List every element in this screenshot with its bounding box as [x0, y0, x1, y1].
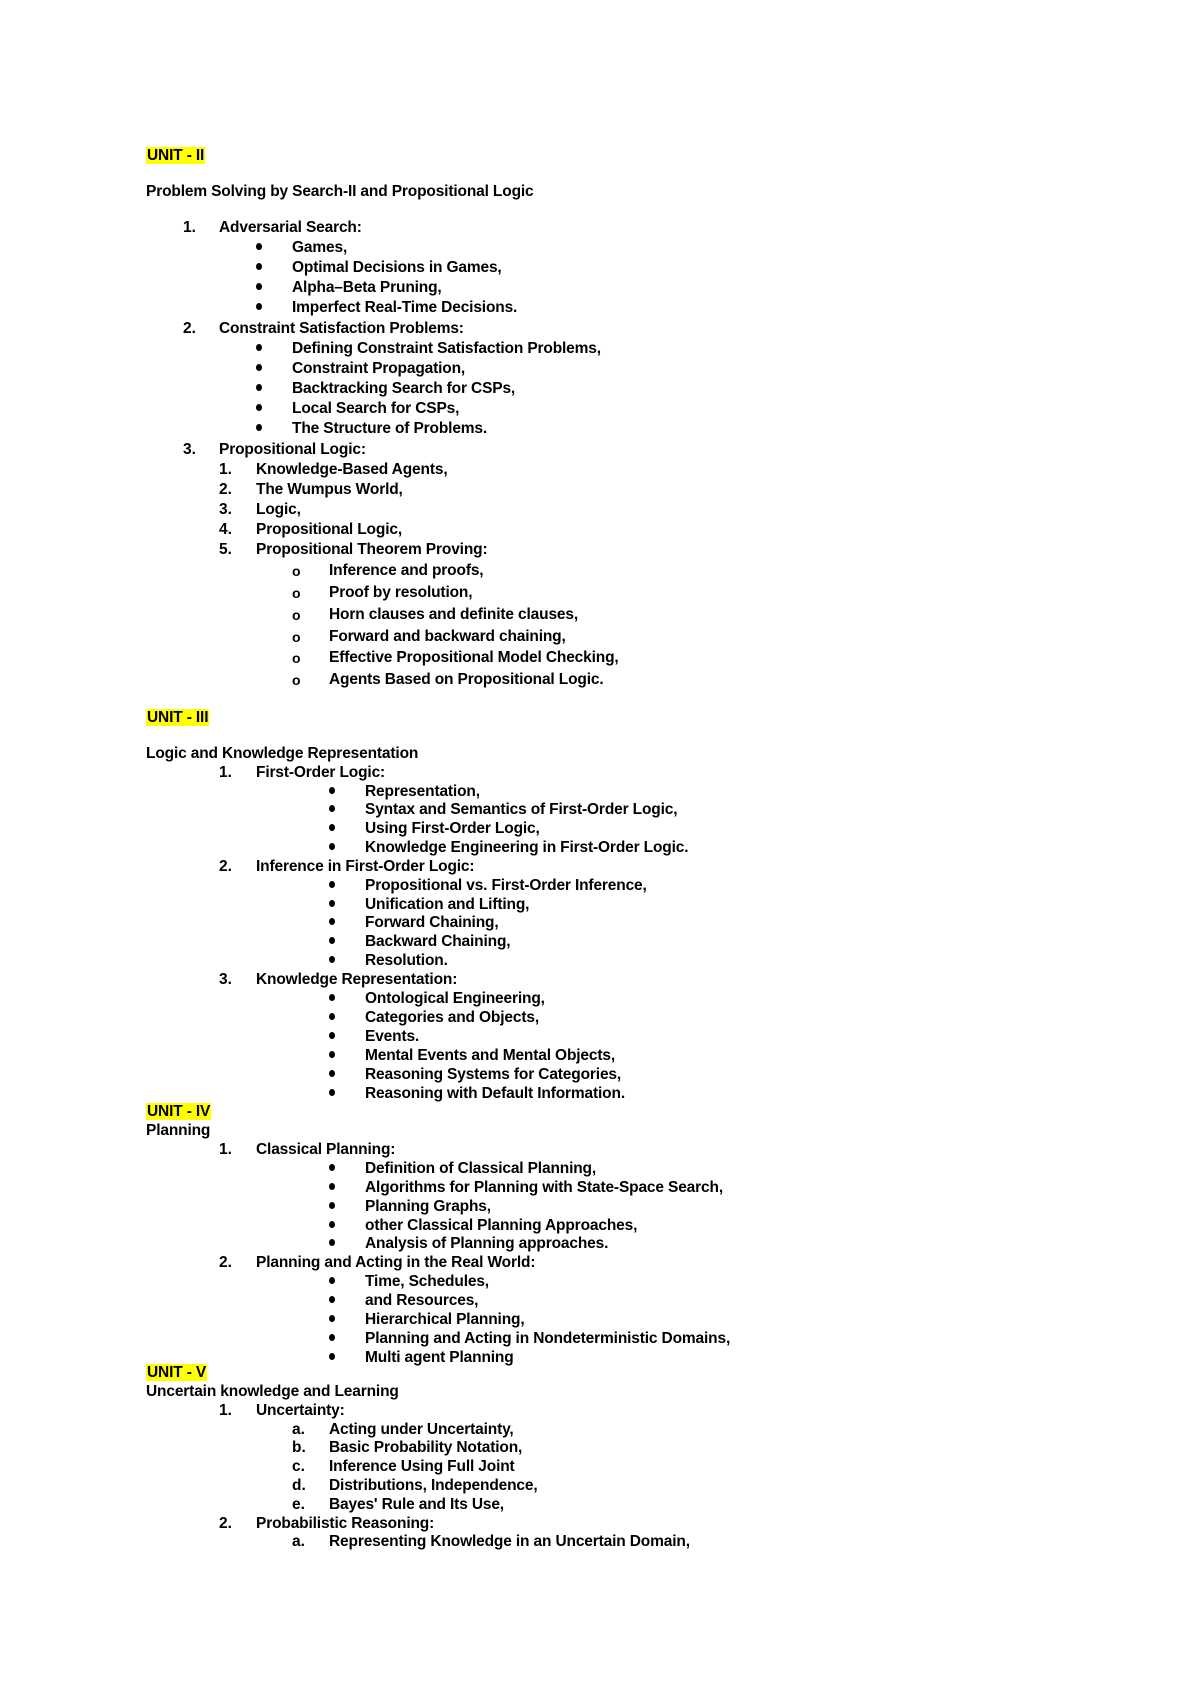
- bullet-icon: [329, 914, 359, 932]
- list-item: Algorithms for Planning with State-Space Search,: [365, 1179, 723, 1196]
- bullet-icon: [329, 783, 359, 801]
- bullet-icon: [329, 990, 359, 1008]
- circle-bullet-icon: o: [292, 585, 301, 601]
- list-item: Resolution.: [365, 952, 448, 969]
- section-title: Inference in First-Order Logic:: [256, 858, 475, 875]
- unit-heading-highlight: UNIT - II: [147, 147, 205, 164]
- unit-heading-highlight: UNIT - V: [147, 1364, 207, 1381]
- unit-heading: [146, 1103, 211, 1121]
- bullet-icon: [256, 420, 286, 438]
- section-title: Uncertainty:: [256, 1402, 345, 1419]
- section-number: 1.: [183, 219, 196, 236]
- list-item: Horn clauses and definite clauses,: [329, 606, 579, 623]
- unit-heading: [146, 1364, 207, 1382]
- circle-bullet-icon: o: [292, 650, 301, 666]
- item-number: 4.: [219, 521, 232, 538]
- list-item: and Resources,: [365, 1292, 479, 1309]
- list-item: Definition of Classical Planning,: [365, 1160, 597, 1177]
- list-item: Backward Chaining,: [365, 933, 511, 950]
- bullet-icon: [329, 1330, 359, 1348]
- section-number: 2.: [219, 1515, 232, 1532]
- section-title: Planning and Acting in the Real World:: [256, 1254, 536, 1271]
- list-item: Agents Based on Propositional Logic.: [329, 671, 604, 688]
- bullet-icon: [329, 1160, 359, 1178]
- bullet-icon: [256, 400, 286, 418]
- bullet-icon: [329, 1198, 359, 1216]
- section-number: 1.: [219, 764, 232, 781]
- list-item: Events.: [365, 1028, 420, 1045]
- section-title: Propositional Logic:: [219, 441, 366, 458]
- list-item: Analysis of Planning approaches.: [365, 1235, 609, 1252]
- section-title: Classical Planning:: [256, 1141, 396, 1158]
- section-title: Probabilistic Reasoning:: [256, 1515, 435, 1532]
- bullet-icon: [329, 896, 359, 914]
- bullet-icon: [329, 1085, 359, 1103]
- list-item: Hierarchical Planning,: [365, 1311, 525, 1328]
- list-item: Local Search for CSPs,: [292, 400, 460, 417]
- list-item: Time, Schedules,: [365, 1273, 489, 1290]
- bullet-icon: [256, 239, 286, 257]
- list-item: Constraint Propagation,: [292, 360, 466, 377]
- unit-title: Problem Solving by Search-II and Propositional Logic: [146, 183, 534, 200]
- section-title: Constraint Satisfaction Problems:: [219, 320, 464, 337]
- list-item: Acting under Uncertainty,: [329, 1421, 514, 1438]
- item-letter: b.: [292, 1439, 306, 1456]
- list-item: Forward Chaining,: [365, 914, 499, 931]
- section-number: 2.: [219, 858, 232, 875]
- list-item: Bayes' Rule and Its Use,: [329, 1496, 504, 1513]
- bullet-icon: [329, 1349, 359, 1367]
- bullet-icon: [256, 380, 286, 398]
- list-item: Imperfect Real-Time Decisions.: [292, 299, 518, 316]
- list-item: Representation,: [365, 783, 480, 800]
- bullet-icon: [329, 1217, 359, 1235]
- list-item: Effective Propositional Model Checking,: [329, 649, 619, 666]
- list-item: other Classical Planning Approaches,: [365, 1217, 638, 1234]
- section-number: 1.: [219, 1141, 232, 1158]
- unit-title: Uncertain knowledge and Learning: [146, 1383, 399, 1400]
- bullet-icon: [256, 340, 286, 358]
- section-number: 3.: [183, 441, 196, 458]
- section-number: 1.: [219, 1402, 232, 1419]
- bullet-icon: [329, 1066, 359, 1084]
- list-item: The Wumpus World,: [256, 481, 403, 498]
- list-item: Categories and Objects,: [365, 1009, 539, 1026]
- unit-heading-highlight: UNIT - III: [147, 709, 209, 726]
- item-number: 2.: [219, 481, 232, 498]
- bullet-icon: [329, 1009, 359, 1027]
- item-letter: a.: [292, 1533, 305, 1550]
- list-item: Mental Events and Mental Objects,: [365, 1047, 615, 1064]
- section-number: 2.: [183, 320, 196, 337]
- unit-heading: [146, 147, 205, 165]
- bullet-icon: [329, 801, 359, 819]
- list-item: Propositional Theorem Proving:: [256, 541, 488, 558]
- list-item: Reasoning with Default Information.: [365, 1085, 625, 1102]
- section-number: 3.: [219, 971, 232, 988]
- list-item: Planning and Acting in Nondeterministic Domains,: [365, 1330, 731, 1347]
- bullet-icon: [329, 820, 359, 838]
- bullet-icon: [329, 839, 359, 857]
- item-number: 1.: [219, 461, 232, 478]
- bullet-icon: [329, 1047, 359, 1065]
- list-item: Representing Knowledge in an Uncertain Domain,: [329, 1533, 690, 1550]
- list-item: Logic,: [256, 501, 301, 518]
- bullet-icon: [256, 279, 286, 297]
- list-item: Using First-Order Logic,: [365, 820, 540, 837]
- bullet-icon: [329, 1311, 359, 1329]
- bullet-icon: [329, 1292, 359, 1310]
- item-number: 3.: [219, 501, 232, 518]
- list-item: Backtracking Search for CSPs,: [292, 380, 516, 397]
- item-number: 5.: [219, 541, 232, 558]
- list-item: Optimal Decisions in Games,: [292, 259, 502, 276]
- unit-title: Planning: [146, 1122, 211, 1139]
- bullet-icon: [329, 933, 359, 951]
- circle-bullet-icon: o: [292, 563, 301, 579]
- list-item: Knowledge-Based Agents,: [256, 461, 448, 478]
- list-item: Distributions, Independence,: [329, 1477, 538, 1494]
- circle-bullet-icon: o: [292, 629, 301, 645]
- list-item: Inference and proofs,: [329, 562, 484, 579]
- bullet-icon: [329, 877, 359, 895]
- list-item: Defining Constraint Satisfaction Problems,: [292, 340, 601, 357]
- list-item: Propositional Logic,: [256, 521, 402, 538]
- list-item: Forward and backward chaining,: [329, 628, 566, 645]
- item-letter: a.: [292, 1421, 305, 1438]
- list-item: Knowledge Engineering in First-Order Logic.: [365, 839, 689, 856]
- section-title: Adversarial Search:: [219, 219, 362, 236]
- list-item: Alpha–Beta Pruning,: [292, 279, 442, 296]
- list-item: The Structure of Problems.: [292, 420, 488, 437]
- circle-bullet-icon: o: [292, 607, 301, 623]
- bullet-icon: [329, 1179, 359, 1197]
- list-item: Proof by resolution,: [329, 584, 473, 601]
- section-title: First-Order Logic:: [256, 764, 386, 781]
- list-item: Ontological Engineering,: [365, 990, 545, 1007]
- bullet-icon: [329, 952, 359, 970]
- list-item: Reasoning Systems for Categories,: [365, 1066, 622, 1083]
- list-item: Propositional vs. First-Order Inference,: [365, 877, 647, 894]
- list-item: Multi agent Planning: [365, 1349, 514, 1366]
- bullet-icon: [256, 299, 286, 317]
- unit-title: Logic and Knowledge Representation: [146, 745, 419, 762]
- bullet-icon: [256, 259, 286, 277]
- bullet-icon: [256, 360, 286, 378]
- bullet-icon: [329, 1273, 359, 1291]
- item-letter: d.: [292, 1477, 306, 1494]
- section-title: Knowledge Representation:: [256, 971, 458, 988]
- list-item: Games,: [292, 239, 348, 256]
- unit-heading-highlight: UNIT - IV: [147, 1103, 211, 1120]
- list-item: Basic Probability Notation,: [329, 1439, 523, 1456]
- item-letter: c.: [292, 1458, 305, 1475]
- item-letter: e.: [292, 1496, 305, 1513]
- list-item: Planning Graphs,: [365, 1198, 491, 1215]
- list-item: Inference Using Full Joint: [329, 1458, 515, 1475]
- unit-heading: [146, 709, 209, 727]
- list-item: Syntax and Semantics of First-Order Logic,: [365, 801, 678, 818]
- list-item: Unification and Lifting,: [365, 896, 530, 913]
- bullet-icon: [329, 1235, 359, 1253]
- bullet-icon: [329, 1028, 359, 1046]
- circle-bullet-icon: o: [292, 672, 301, 688]
- section-number: 2.: [219, 1254, 232, 1271]
